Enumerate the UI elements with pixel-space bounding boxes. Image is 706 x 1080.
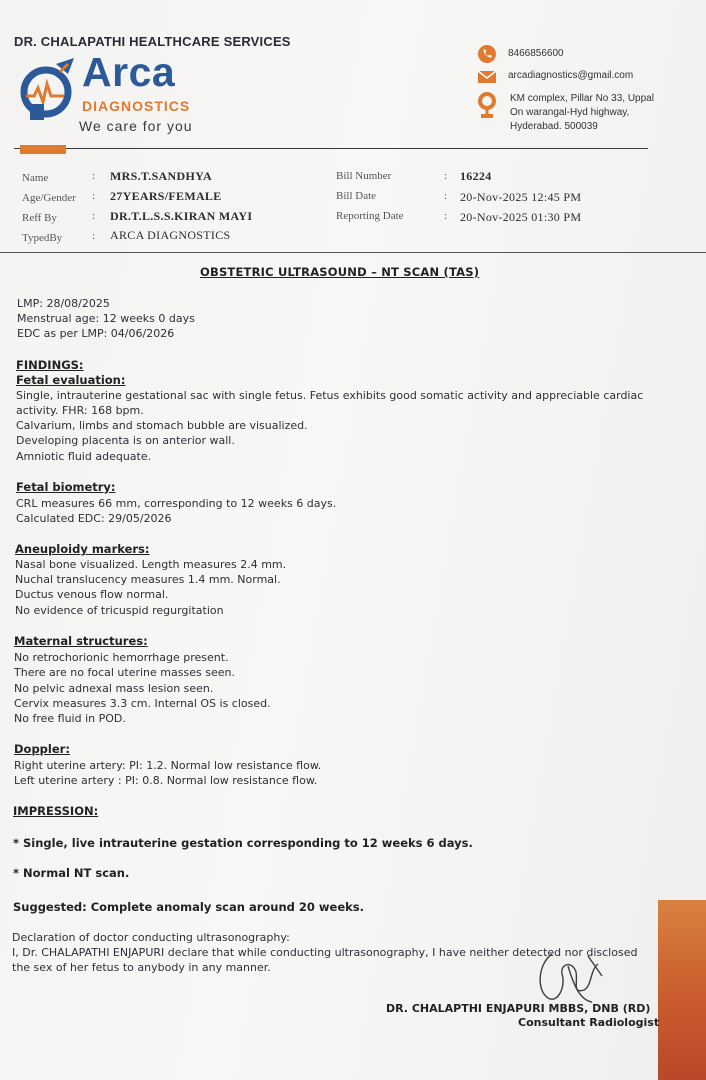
brand-subtitle: DIAGNOSTICS <box>82 98 191 114</box>
aneuploidy-line: Nuchal translucency measures 1.4 mm. Normal. <box>15 573 281 586</box>
edc: EDC as per LMP: 04/06/2026 <box>17 327 175 340</box>
colon: : <box>92 190 96 202</box>
signature-scribble <box>532 946 612 1008</box>
referred-by: DR.T.L.S.S.KIRAN MAYI <box>110 209 253 223</box>
maternal-line: No retrochorionic hemorrhage present. <box>14 651 229 664</box>
impression-line: * Normal NT scan. <box>13 866 130 880</box>
referred-by-label: Reff By <box>22 212 57 224</box>
age-gender-label: Age/Gender <box>22 192 76 204</box>
fetal-biometry-line: Calculated EDC: 29/05/2026 <box>16 512 172 525</box>
doctor-role: Consultant Radiologist <box>518 1016 660 1029</box>
aneuploidy-line: Ductus venous flow normal. <box>15 588 169 601</box>
address-line-1: KM complex, Pillar No 33, Uppal <box>510 93 654 104</box>
address-line-3: Hyderabad. 500039 <box>510 121 598 132</box>
maternal-line: No pelvic adnexal mass lesion seen. <box>14 682 214 695</box>
typed-by-label: TypedBy <box>22 232 63 244</box>
meta-divider <box>0 252 706 253</box>
fetal-evaluation-line: activity. FHR: 168 bpm. <box>16 404 144 417</box>
bill-number-label: Bill Number <box>336 170 392 182</box>
email-address: arcadiagnostics@gmail.com <box>508 70 634 81</box>
doppler-heading: Doppler: <box>14 742 70 756</box>
maternal-line: No free fluid in POD. <box>14 712 126 725</box>
impression-heading: IMPRESSION: <box>13 804 99 818</box>
typed-by: ARCA DIAGNOSTICS <box>110 228 231 242</box>
colon: : <box>92 230 96 242</box>
bill-date: 20-Nov-2025 12:45 PM <box>460 190 582 204</box>
fetal-evaluation-line: Calvarium, limbs and stomach bubble are visualized. <box>16 419 308 432</box>
impression-line: * Single, live intrauterine gestation corresponding to 12 weeks 6 days. <box>13 836 473 850</box>
doctor-name: DR. CHALAPTHI ENJAPURI MBBS, DNB (RD) <box>386 1002 651 1015</box>
reporting-date: 20-Nov-2025 01:30 PM <box>460 210 582 224</box>
bill-date-label: Bill Date <box>336 190 377 202</box>
declaration-line: I, Dr. CHALAPATHI ENJAPURI declare that while conducting ultrasonography, I have neither detected nor disclosed <box>12 946 638 959</box>
fetal-evaluation-line: Single, intrauterine gestational sac with single fetus. Fetus exhibits good somatic activity and appreciable cardiac <box>16 389 644 402</box>
colon: : <box>444 190 448 202</box>
phone-icon <box>477 44 497 64</box>
fetal-biometry-line: CRL measures 66 mm, corresponding to 12 weeks 6 days. <box>16 497 337 510</box>
findings-heading: FINDINGS: <box>16 358 84 372</box>
lmp: LMP: 28/08/2025 <box>17 297 110 310</box>
aneuploidy-line: No evidence of tricuspid regurgitation <box>15 604 224 617</box>
declaration-line: the sex of her fetus to anybody in any manner. <box>12 961 271 974</box>
aneuploidy-line: Nasal bone visualized. Length measures 2.4 mm. <box>15 558 287 571</box>
header-divider <box>14 148 648 149</box>
colon: : <box>444 210 448 222</box>
name-label: Name <box>22 172 49 184</box>
header-accent-bar <box>20 145 66 154</box>
fetal-evaluation-line: Developing placenta is on anterior wall. <box>16 434 235 447</box>
doppler-line: Right uterine artery: PI: 1.2. Normal low resistance flow. <box>14 759 322 772</box>
brand-name: Arca <box>82 49 176 95</box>
menstrual-age: Menstrual age: 12 weeks 0 days <box>17 312 195 325</box>
decorative-corner-strip <box>658 900 706 1080</box>
colon: : <box>92 210 96 222</box>
patient-age-gender: 27YEARS/FEMALE <box>110 189 222 203</box>
location-icon <box>477 92 497 120</box>
fetal-evaluation-line: Amniotic fluid adequate. <box>16 450 152 463</box>
colon: : <box>92 170 96 182</box>
tagline: We care for you <box>79 118 193 134</box>
suggestion: Suggested: Complete anomaly scan around 20 weeks. <box>13 900 364 914</box>
phone-number: 8466856600 <box>508 48 564 59</box>
declaration-title: Declaration of doctor conducting ultrasonography: <box>12 931 290 944</box>
maternal-heading: Maternal structures: <box>14 634 148 648</box>
reporting-date-label: Reporting Date <box>336 210 404 222</box>
colon: : <box>444 170 448 182</box>
bill-number: 16224 <box>460 169 492 183</box>
report-title: OBSTETRIC ULTRASOUND – NT SCAN (TAS) <box>200 265 480 279</box>
doppler-line: Left uterine artery : PI: 0.8. Normal low resistance flow. <box>14 774 318 787</box>
patient-name: MRS.T.SANDHYA <box>110 169 212 183</box>
maternal-line: Cervix measures 3.3 cm. Internal OS is closed. <box>14 697 271 710</box>
fetal-evaluation-heading: Fetal evaluation: <box>16 373 126 387</box>
maternal-line: There are no focal uterine masses seen. <box>14 666 235 679</box>
email-icon <box>477 67 497 87</box>
address-line-2: On warangal-Hyd highway, <box>510 107 630 118</box>
aneuploidy-heading: Aneuploidy markers: <box>15 542 150 556</box>
fetal-biometry-heading: Fetal biometry: <box>16 480 116 494</box>
company-name: DR. CHALAPATHI HEALTHCARE SERVICES <box>14 34 291 49</box>
logo-mark-icon <box>16 58 78 124</box>
